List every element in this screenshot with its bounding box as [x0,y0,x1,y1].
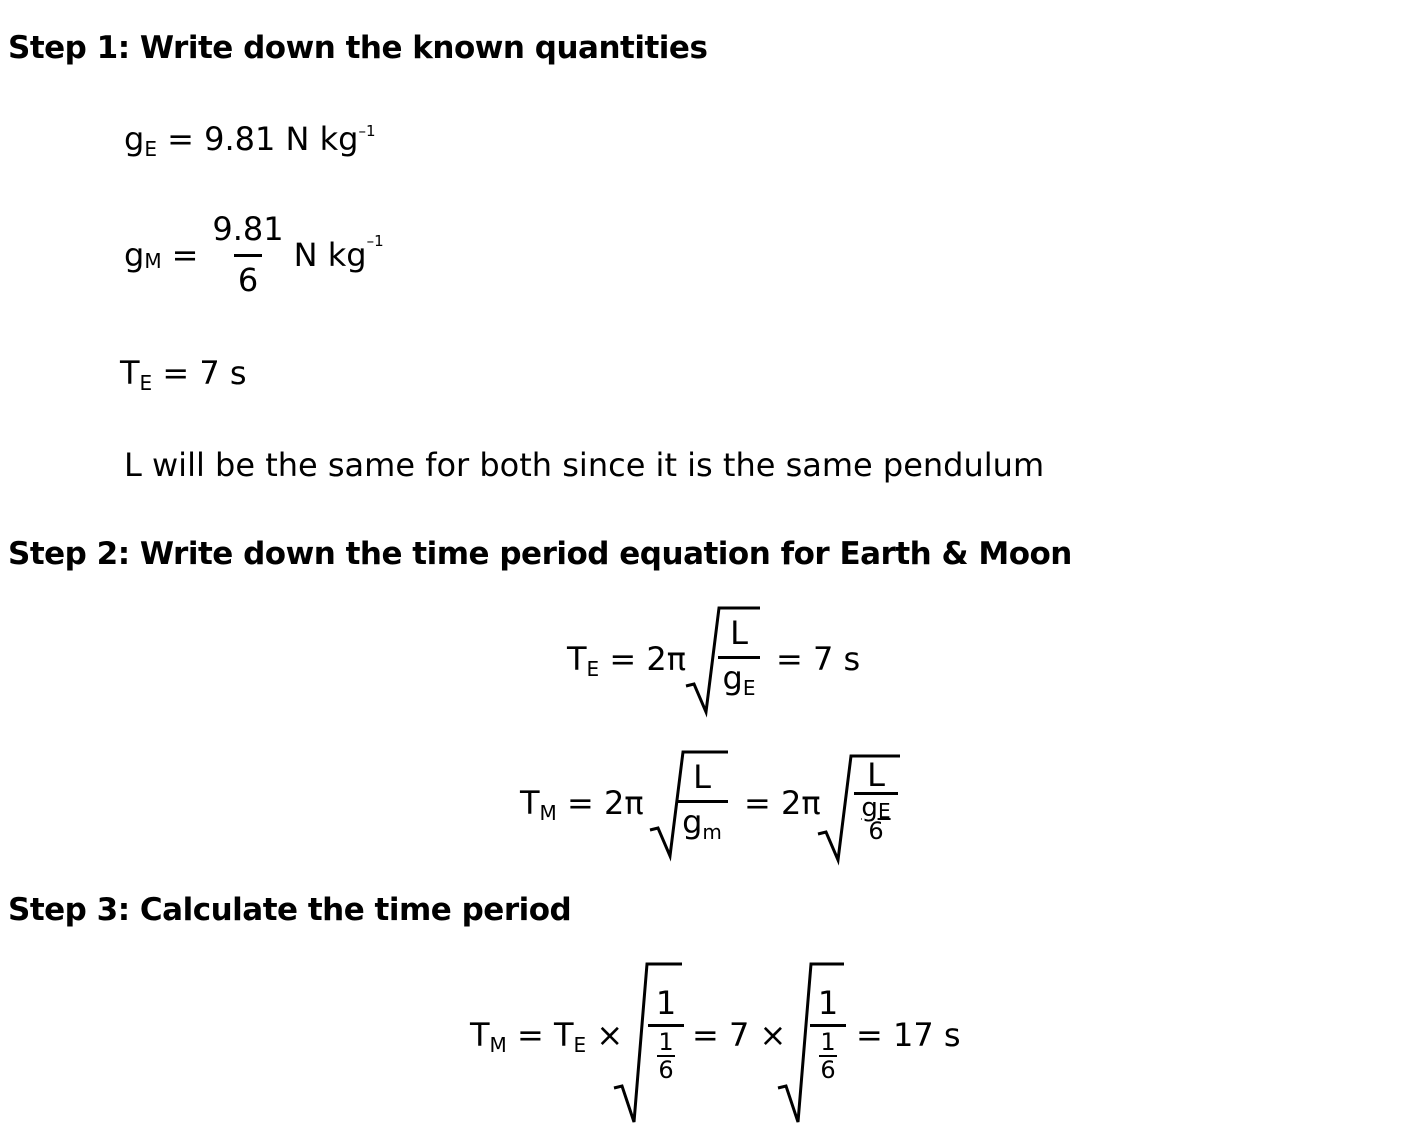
earth-rhs: = 7 s [776,640,861,678]
moon-sqrt-1: L gm [648,750,732,860]
known-gM: g M = $\frac{9.81}{6}$ N kg –1 [124,210,384,299]
step-1-heading: Step 1: Write down the known quantities [8,30,708,66]
known-TE: TE = 7 s [120,354,247,395]
earth-lhs: TE = 2π [567,640,686,681]
step-2-heading: Step 2: Write down the time period equation for Earth & Moon [8,536,1072,572]
gM-fraction: $\frac{9.81}{6}$ [212,210,284,299]
step-3-heading: Step 3: Calculate the time period [8,892,572,928]
calc-lhs: TM = TE × [470,1016,624,1057]
known-gE: gE = 9.81 N $kg^{-1}$ [124,120,376,161]
moon-sqrt-2: L gE 6 [816,754,904,864]
known-L-note: L will be the same for both since it is the same pendulum [124,446,1045,484]
moon-lhs: TM = 2π [520,784,644,825]
earth-sqrt: L gE [684,606,764,716]
calc-mid: = 7 × [692,1016,787,1054]
calc-sqrt-1: 1 1 6 [612,962,686,1124]
calc-result: = 17 s [856,1016,961,1054]
moon-mid: = 2π [744,784,821,822]
calc-sqrt-2: 1 1 6 [776,962,848,1124]
